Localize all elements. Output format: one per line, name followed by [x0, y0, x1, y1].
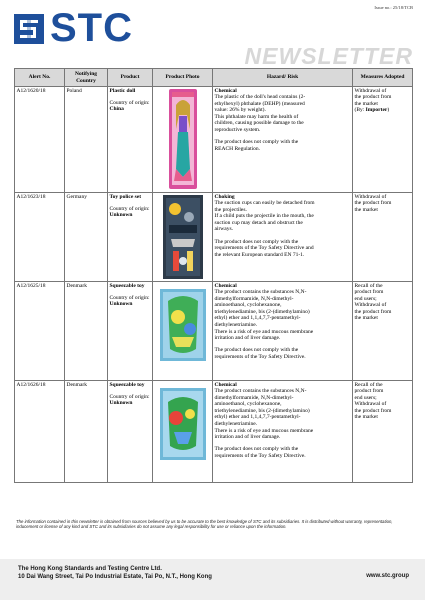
doll-photo-icon [168, 89, 198, 189]
alert-number: A12/1625/18 [15, 282, 65, 381]
measures-line: the product from [354, 407, 392, 414]
hazard-line: The suction cups can easily be detached from [214, 200, 315, 207]
compliance-line: REACH Regulation. [214, 145, 261, 152]
hazard-cell [213, 381, 353, 483]
measures-line: the market [354, 206, 378, 213]
hazard-line: diethylenetriamine. [214, 322, 258, 329]
header-hazard-risk: Hazard/ Risk [213, 69, 353, 87]
measures-line: product from [354, 289, 384, 296]
brand-name: STC [50, 6, 133, 50]
measures-line: Withdrawal of [354, 193, 387, 200]
measures-line: Withdrawal of [354, 87, 387, 94]
hazard-title: Chemical [214, 87, 237, 94]
compliance-line: the relevant European standard EN 71-1. [214, 251, 305, 258]
origin-value: China [109, 106, 124, 113]
hazard-line: dimethylformamide, N,N-dimethyl- [214, 295, 294, 302]
origin-value: Unknown [109, 212, 133, 219]
product-name: Squeezable toy [109, 381, 145, 388]
compliance-line: The product does not comply with the [214, 238, 299, 245]
table-row [15, 282, 413, 381]
hazard-line: children, causing possible damage to the [214, 120, 304, 127]
origin-value: Unknown [109, 400, 133, 407]
measures-line: the product from [354, 308, 392, 315]
alert-number: A12/1626/18 [15, 381, 65, 483]
header-alert-no: Alert No. [15, 69, 65, 87]
table-row [15, 193, 413, 282]
compliance-line: The product does not comply with the [214, 347, 299, 354]
product-photo-cell [153, 381, 213, 483]
header-product: Product [108, 69, 153, 87]
hazard-cell [213, 193, 353, 282]
hazard-cell [213, 282, 353, 381]
product-photo-cell [153, 193, 213, 282]
hazard-line: reproductive system. [214, 127, 261, 134]
hazard-line: There is a risk of eye and mucous membrane [214, 427, 314, 434]
measures-line: Recall of the [354, 282, 383, 289]
company-info [18, 565, 212, 581]
product-name: Plastic doll [109, 87, 136, 94]
hazard-title: Choking [214, 193, 235, 200]
product-name: Toy police set [109, 193, 142, 200]
product-name: Squeezable toy [109, 282, 145, 289]
measures-cell [353, 282, 413, 381]
hazard-line: triethylenediamine, bis (2-(dimethylamino) [214, 407, 310, 414]
origin-label: Country of origin: [109, 294, 150, 301]
hazard-line: If a child puts the projectile in the mouth, the [214, 213, 314, 220]
hazard-line: the projectiles. [214, 206, 247, 213]
notifying-country: Poland [65, 87, 108, 193]
compliance-line: The product does not comply with the [214, 139, 299, 146]
table-row [15, 381, 413, 483]
product-photo-cell [153, 87, 213, 193]
police-set-photo-icon [163, 195, 203, 279]
squeezable-toy-photo-icon [160, 388, 206, 460]
measures-line: Withdrawal of [354, 401, 387, 408]
measures-line: the market [354, 315, 378, 322]
compliance-line: requirements of the Toy Safety Directive and [214, 245, 314, 252]
alerts-table [14, 68, 413, 483]
table-header-row [15, 69, 413, 87]
hazard-line: The product contains the substances N,N- [214, 388, 307, 395]
measures-cell [353, 87, 413, 193]
hazard-line: There is a risk of eye and mucous membrane [214, 328, 314, 335]
compliance-line: requirements of the Toy Safety Directive. [214, 353, 306, 360]
hazard-line: ethyl) ether and 1,1,4,7,7-pentamethyl- [214, 414, 301, 421]
company-name: The Hong Kong Standards and Testing Centre Ltd. [18, 566, 162, 572]
header-notifying-country: Notifying Country [65, 69, 108, 87]
company-address: 10 Dai Wang Street, Tai Po Industrial Estate, Tai Po, N.T., Hong Kong [18, 574, 212, 580]
hazard-line: value: 26% by weight). [214, 107, 266, 114]
measures-line: product from [354, 388, 384, 395]
hazard-line: suction cup may detach and obstruct the [214, 219, 303, 226]
hazard-line: The plastic of the doll's head contains (2- [214, 94, 306, 101]
measures-line: the product from [354, 94, 392, 101]
product-cell [108, 381, 153, 483]
measures-by: (By: Importer) [354, 107, 390, 114]
measures-cell [353, 193, 413, 282]
origin-label: Country of origin: [109, 205, 150, 212]
hazard-cell [213, 87, 353, 193]
notifying-country: Denmark [65, 381, 108, 483]
notifying-country: Denmark [65, 282, 108, 381]
hazard-line: triethylenediamine, bis (2-(dimethylamino) [214, 308, 310, 315]
hazard-line: The product contains the substances N,N- [214, 289, 307, 296]
website-link[interactable]: www.stc.group [366, 573, 409, 579]
measures-cell [353, 381, 413, 483]
newsletter-title: NEWSLETTER [244, 43, 413, 69]
measures-line: end users; [354, 295, 377, 302]
issue-number: Issue no.: 25/18/TCB [374, 5, 413, 10]
hazard-line: This phthalate may harm the health of [214, 113, 299, 120]
product-cell [108, 87, 153, 193]
squeezable-toy-photo-icon [160, 289, 206, 361]
notifying-country: Germany [65, 193, 108, 282]
measures-line: end users; [354, 394, 377, 401]
alert-number: A12/1623/18 [15, 193, 65, 282]
hazard-line: ethyl) ether and 1,1,4,7,7-pentamethyl- [214, 315, 301, 322]
measures-line: the market [354, 414, 378, 421]
origin-value: Unknown [109, 301, 133, 308]
hazard-line: aminoethanol, cyclohexanone, [214, 302, 282, 309]
hazard-line: aminoethanol, cyclohexanone, [214, 401, 282, 408]
compliance-line: The product does not comply with the [214, 446, 299, 453]
header-measures-adopted: Measures Adopted [353, 69, 413, 87]
header-product-photo: Product Photo [153, 69, 213, 87]
measures-by-party: Importer [365, 107, 388, 114]
measures-line: the product from [354, 200, 392, 207]
table-row [15, 87, 413, 193]
measures-line: the market [354, 100, 378, 107]
measures-line: Recall of the [354, 381, 383, 388]
stc-logo-icon [14, 14, 44, 44]
origin-label: Country of origin: [109, 393, 150, 400]
hazard-line: diethylenetriamine. [214, 421, 258, 428]
hazard-line: irritation and of liver damage. [214, 434, 281, 441]
alert-number: A12/1620/18 [15, 87, 65, 193]
compliance-line: requirements of the Toy Safety Directive. [214, 452, 306, 459]
product-cell [108, 282, 153, 381]
hazard-line: airways. [214, 226, 233, 233]
hazard-line: irritation and of liver damage. [214, 335, 281, 342]
hazard-line: dimethylformamide, N,N-dimethyl- [214, 394, 294, 401]
disclaimer: The information contained in this newsletter is obtained from sources believed by us to be accurate to the best knowledge of STC and its subsidiaries. It is distributed without warranty, representation, inducement or license of any kind and STC and its subsidiaries do not assume any legal responsibility for use or reliance upon the information. [16, 519, 393, 530]
hazard-line: ethylhexyl) phthalate (DEHP) (measured [214, 100, 305, 107]
origin-label: Country of origin: [109, 99, 150, 106]
hazard-title: Chemical [214, 282, 237, 289]
product-photo-cell [153, 282, 213, 381]
hazard-title: Chemical [214, 381, 237, 388]
product-cell [108, 193, 153, 282]
measures-line: Withdrawal of [354, 302, 387, 309]
